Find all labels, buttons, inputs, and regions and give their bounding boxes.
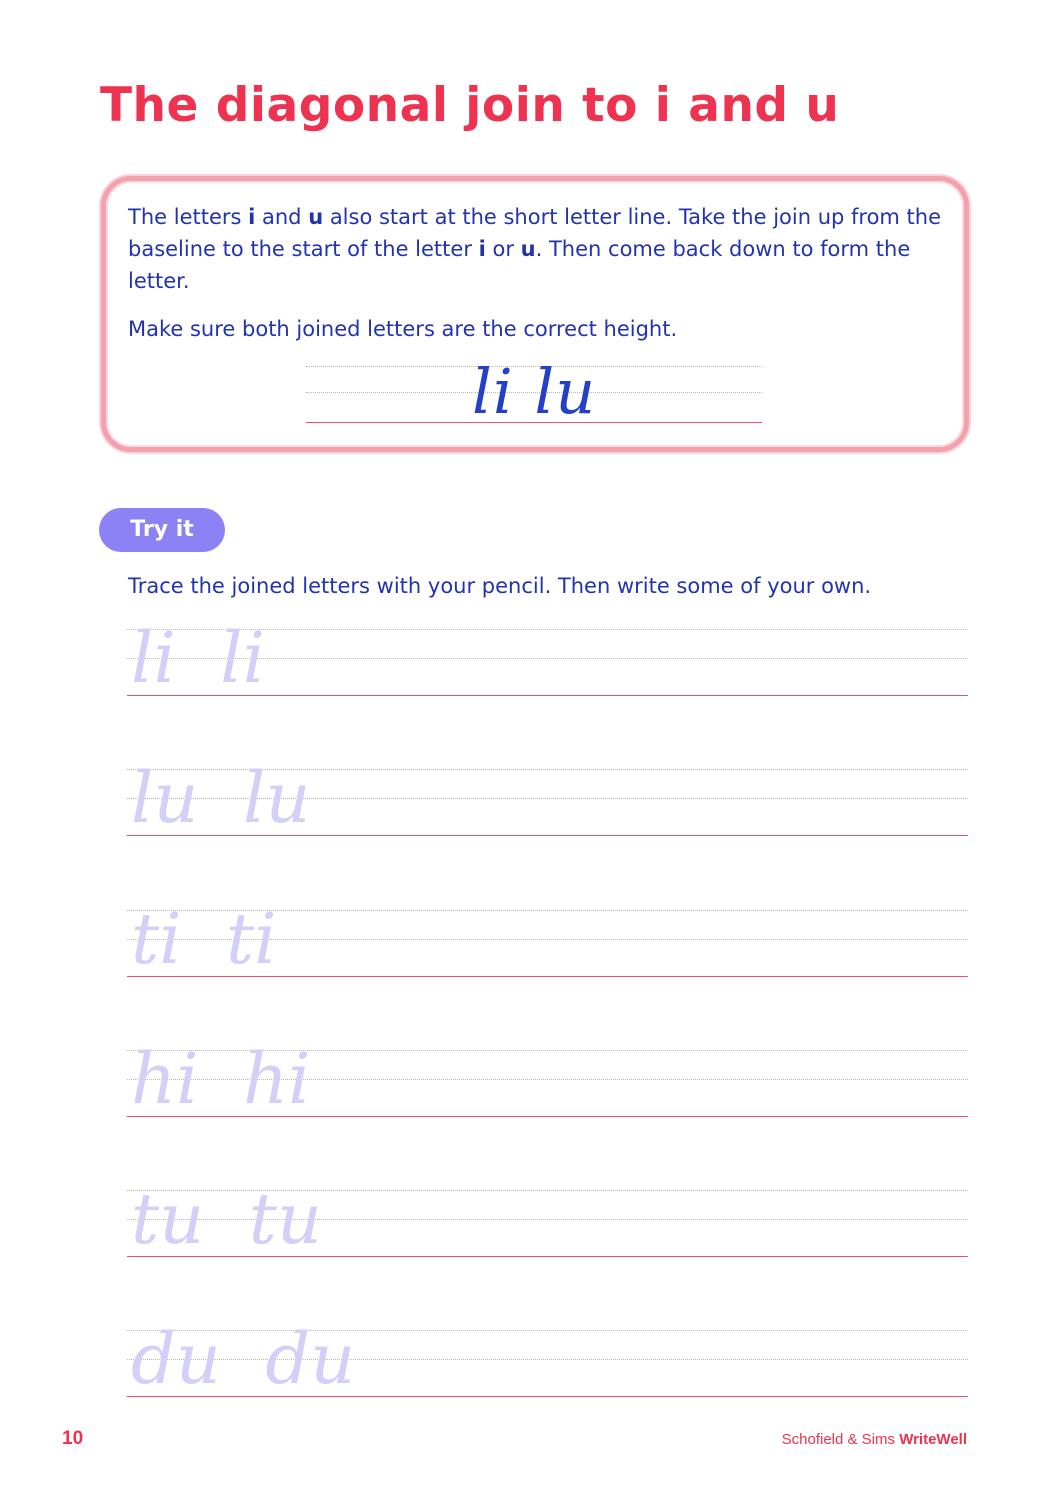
- info-paragraph: [128, 201, 948, 297]
- page-number: 10: [62, 1428, 84, 1449]
- series-name: WriteWell: [899, 1431, 967, 1448]
- try-it-badge: Try it: [99, 508, 225, 552]
- info-text-1: The letters: [128, 205, 249, 229]
- trace-letters: ti ti: [131, 898, 277, 980]
- trace-letters: lu lu: [131, 757, 311, 839]
- trace-letters: tu tu: [131, 1178, 322, 1260]
- height-note: Make sure both joined letters are the correct height.: [128, 317, 678, 341]
- practice-row[interactable]: [127, 617, 968, 699]
- trace-letters: li li: [131, 617, 266, 699]
- publisher-name: Schofield & Sims: [781, 1431, 896, 1448]
- letter-i: i: [478, 237, 486, 261]
- trace-letters: hi hi: [131, 1038, 311, 1120]
- info-text-2: and: [255, 205, 309, 229]
- practice-row[interactable]: [127, 1038, 968, 1120]
- trace-instruction: Trace the joined letters with your pencil. Then write some of your own.: [128, 574, 872, 598]
- practice-row[interactable]: [127, 1178, 968, 1260]
- footer-brand: [782, 1431, 967, 1448]
- practice-row[interactable]: [127, 898, 968, 980]
- demo-joined-letters: li lu: [472, 355, 597, 428]
- page-title: The diagonal join to i and u: [100, 78, 840, 133]
- info-text-5: . Then come back down to form the letter.: [128, 237, 911, 293]
- practice-row[interactable]: [127, 1318, 968, 1400]
- practice-row[interactable]: [127, 757, 968, 839]
- trace-letters: du du: [131, 1318, 356, 1400]
- info-text-3: also start at the short letter line. Take the join up from the baseline to the start of the letter: [128, 205, 942, 261]
- letter-i: i: [248, 205, 256, 229]
- letter-u: u: [520, 237, 536, 261]
- letter-u: u: [308, 205, 324, 229]
- demo-handwriting-lines: [306, 355, 762, 428]
- info-text-4: or: [485, 237, 521, 261]
